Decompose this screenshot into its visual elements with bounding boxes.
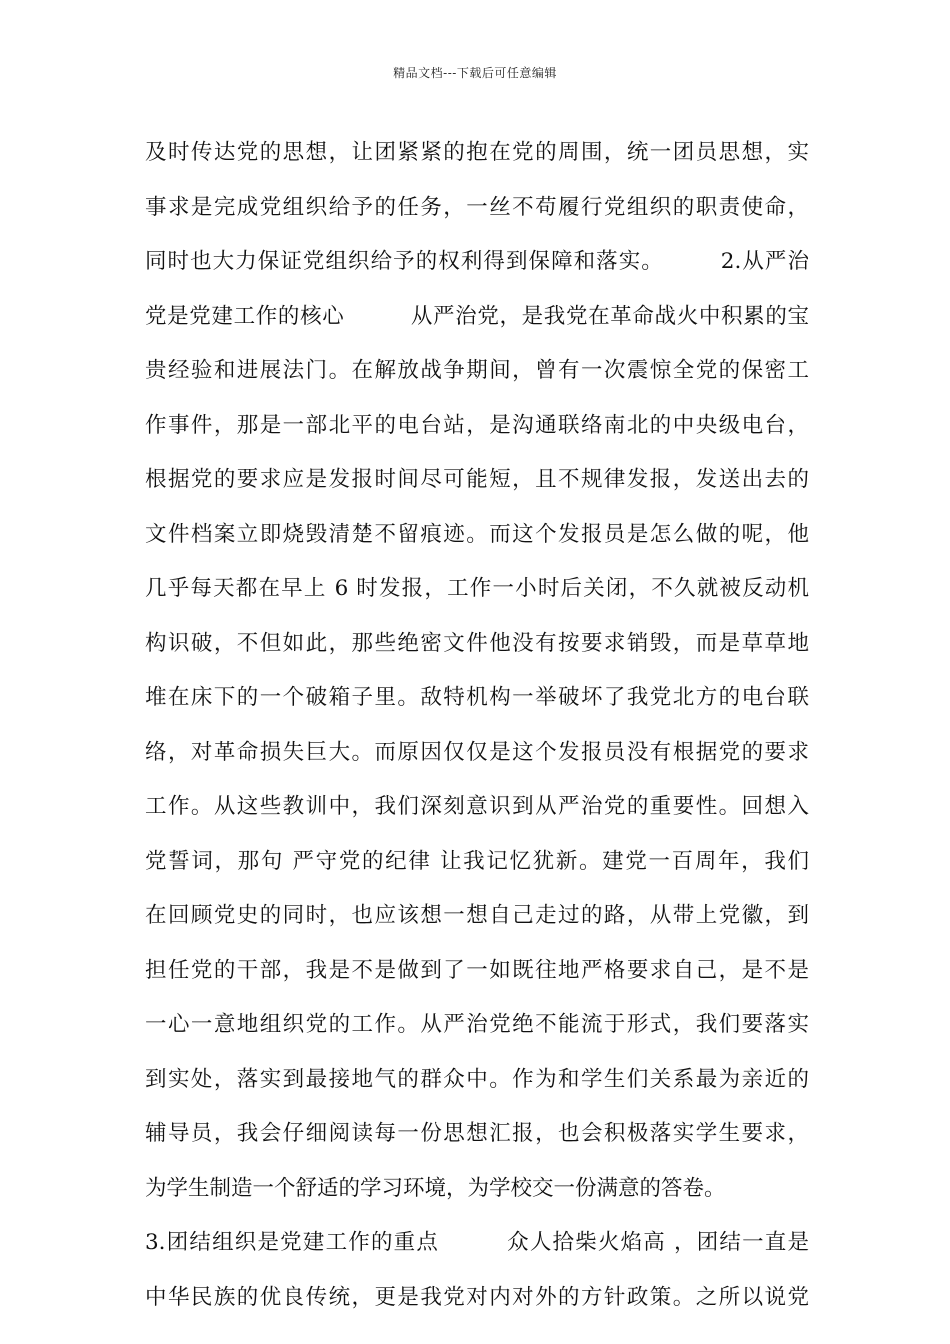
text-line: 贵经验和进展法门。在解放战争期间，曾有一次震惊全党的保密工: [145, 358, 809, 383]
text-line: 根据党的要求应是发报时间尽可能短，且不规律发报，发送出去的: [145, 467, 809, 492]
text-line: 党是党建工作的核心 从严治党，是我党在革命战火中积累的宝: [145, 303, 809, 329]
text-line: 络，对革命损失巨大。而原因仅仅是这个发报员没有根据党的要求: [145, 739, 809, 765]
text-line: 在回顾党史的同时，也应该想一想自己走过的路，从带上党徽，到: [145, 903, 809, 928]
text-line: 党誓词，那句 严守党的纪律 让我记忆犹新。建党一百周年，我们: [145, 848, 809, 874]
text-line: 文件档案立即烧毁清楚不留痕迹。而这个发报员是怎么做的呢，他: [145, 521, 809, 547]
text-line: 事求是完成党组织给予的任务，一丝不苟履行党组织的职责使命，: [145, 194, 809, 220]
page-header: 精品文档---下载后可任意编辑: [393, 66, 557, 80]
text-line: 同时也大力保证党组织给予的权利得到保障和落实。 2.从严治: [145, 249, 809, 274]
text-line: 中华民族的优良传统，更是我党对内对外的方针政策。之所以说党: [145, 1284, 809, 1310]
document-body: [145, 131, 809, 1330]
text-line: 为学生制造一个舒适的学习环境，为学校交一份满意的答卷。: [145, 1175, 726, 1201]
text-line: 一心一意地组织党的工作。从严治党绝不能流于形式，我们要落实: [145, 1012, 809, 1037]
text-line: 堆在床下的一个破箱子里。敌特机构一举破坏了我党北方的电台联: [145, 685, 809, 710]
text-line: 作事件，那是一部北平的电台站，是沟通联络南北的中央级电台，: [145, 412, 809, 438]
text-line: 辅导员，我会仔细阅读每一份思想汇报，也会积极落实学生要求，: [145, 1121, 809, 1146]
text-line: 及时传达党的思想，让团紧紧的抱在党的周围，统一团员思想，实: [145, 140, 809, 165]
text-line: 构识破，不但如此，那些绝密文件他没有按要求销毁，而是草草地: [145, 630, 809, 656]
text-line: 到实处，落实到最接地气的群众中。作为和学生们关系最为亲近的: [145, 1066, 809, 1092]
text-line: 工作。从这些教训中，我们深刻意识到从严治党的重要性。回想入: [145, 794, 809, 819]
text-line: 担任党的干部，我是不是做到了一如既往地严格要求自己，是不是: [145, 957, 809, 983]
text-line: 3.团结组织是党建工作的重点 众人拾柴火焰高 ，团结一直是: [145, 1230, 809, 1255]
text-line: 几乎每天都在早上 6 时发报，工作一小时后关闭，不久就被反动机: [145, 576, 809, 601]
